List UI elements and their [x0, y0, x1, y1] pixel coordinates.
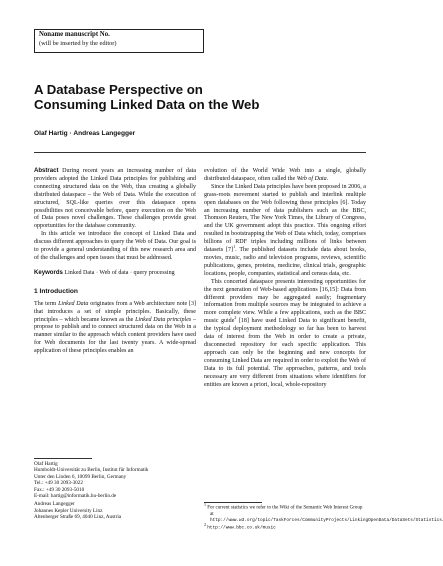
intro-text-c: – propose to publish and to connect structured data on the Web in a manner similar to the approach which content providers have used for Web documents for the last twenty years. A wide-spread application of these principles enables an: [34, 316, 196, 355]
right-emphasis: Web of Data: [296, 175, 327, 182]
section-heading-introduction: 1 Introduction: [34, 287, 78, 295]
left-column: [34, 168, 196, 356]
affiliation-line: Humboldt-Universität zu Berlin, Institut für Informatik: [34, 467, 149, 474]
author-list: Olaf Hartig · Andreas Langegger: [34, 130, 136, 137]
footnote-2: [204, 521, 366, 532]
abstract: [34, 168, 196, 231]
abstract-text: During recent years an increasing number of data providers adopted the Linked Data principles for publishing and connecting structured data on the Web, thus creating a globally distributed dataspace – the Web of Data. While the execution of structured, SQL-like queries over this dataspace opens possibilities not conceivable before, query execution on the Web of Data poses novel challenges. These challenges provide great opportunities for the database community.: [34, 168, 196, 230]
affiliation-hartig: [34, 461, 194, 499]
right-text: .: [326, 175, 329, 182]
manuscript-number-box: [34, 29, 204, 53]
affiliation-line: Unter den Linden 6, 10099 Berlin, Germany: [34, 473, 127, 480]
footnote-text: For current statistics we refer to the Wiki of the Semantic Web Interest Group at: [207, 505, 363, 517]
keywords-text: Linked Data · Web of data · query processing: [62, 269, 175, 276]
abstract-label: Abstract: [34, 168, 59, 174]
affiliation-langegger: [34, 501, 194, 520]
intro-emphasis-2: Linked Data principles: [135, 316, 192, 323]
author-affiliations: [34, 461, 194, 523]
affiliation-line: Tel.: +49 30 2093-3022: [34, 480, 83, 487]
abstract-paragraph-2: In this article we introduce the concept of Linked Data and discuss different approaches to query the Web of Data. Our goal is to provide a general understanding of this new research area and of the challenges and open issues that must be addressed.: [34, 231, 196, 261]
affiliation-name: Olaf Hartig: [34, 461, 58, 467]
title-divider: [34, 152, 366, 153]
footnote-mark: 2: [204, 521, 206, 527]
paper-title-line-1: A Database Perspective on: [34, 82, 203, 97]
intro-emphasis-1: Linked Data: [58, 300, 89, 307]
keywords: [34, 270, 196, 278]
affiliation-line: Fax.: +49 30 2093-5010: [34, 486, 85, 493]
footnote-link[interactable]: http://www.bbc.co.uk/music: [207, 525, 276, 531]
right-paragraph-3: [204, 279, 366, 390]
affiliation-line: Johannes Kepler University Linz: [34, 507, 103, 514]
affiliation-line: Altenberger Straße 69, 4040 Linz, Austria: [34, 514, 122, 521]
right-paragraph-1: [204, 168, 366, 184]
footnote-mark: 1: [204, 502, 206, 507]
manuscript-number: Noname manuscript No.: [39, 31, 110, 38]
affiliation-email: E-mail: hartig@informatik.hu-berlin.de: [34, 493, 117, 500]
keywords-label: Keywords: [34, 269, 63, 276]
intro-paragraph-1: [34, 301, 196, 356]
footnote-divider: [204, 502, 262, 503]
right-text: Since the Linked Data principles have been proposed in 2006, a grass-roots movement started to publish and interlink multiple open databases on the Web following these principles [6]. Today an increasing number of data publishers such as the BBC, Thomson Reuters, The New York Times, the Library of Congress, and the UK government adopt this practice. This ongoing effort resulted in bootstrapping the Web of Data which, today, comprises billions of RDF triples including millions of links between datasets [7]: [204, 183, 366, 254]
intro-text-a: The term: [34, 300, 59, 307]
intro-text-b: originates from a Web architecture note [3] that introduces a set of simple principles. Basically, these principles – which became known as the: [34, 300, 196, 323]
right-text: . The published datasets include data about books, movies, music, radio and television programs, reviews, scientific publications, genes, proteins, medicine, clinical trials, geographic locations, people, companies, statistical and census data, etc.: [204, 247, 366, 277]
right-column: [204, 168, 366, 389]
right-text: This concerted dataspace presents interesting opportunities for the next generation of Web-based applications [16,15]: Data from different providers may be aggregated easily; fragmentary information from multiple sources may be integrated to achieve a more complete view. While a few applications, such as the BBC music guide: [204, 278, 366, 325]
footnote-ref-1[interactable]: 1: [233, 244, 236, 250]
footnote-ref-2[interactable]: 2: [234, 315, 237, 321]
footnote-text: .: [441, 517, 443, 523]
editor-note: (will be inserted by the editor): [39, 39, 117, 47]
right-paragraph-2: [204, 184, 366, 279]
affiliation-divider: [34, 458, 92, 459]
paper-title-line-2: Consuming Linked Data on the Web: [34, 97, 260, 112]
right-text: evolution of the World Wide Web into a single, globally distributed dataspace, often called the: [204, 168, 366, 182]
footnote-1: [204, 502, 443, 524]
footnotes: [204, 502, 443, 532]
affiliation-name: Andreas Langegger: [34, 501, 75, 508]
footnote-link[interactable]: http://www.w3.org/topic/TaskForces/CommunityProjects/LinkingOpenData/DataSets/Statistics: [210, 517, 442, 523]
right-text: [18] have used Linked Data to significant benefit, the typical deployment methodology so far has been to harvest data of interest from the Web in order to create a private, disconnected repository for each specific application. This approach can only be the beginning and new concepts for consuming Linked Data are required in order to exploit the Web of Data to its full potential. The approaches, patterns, and tools necessary are very different from situations where identifiers for entities are known a priori, local, whole-repository: [204, 318, 366, 388]
paper-title: [34, 82, 366, 112]
